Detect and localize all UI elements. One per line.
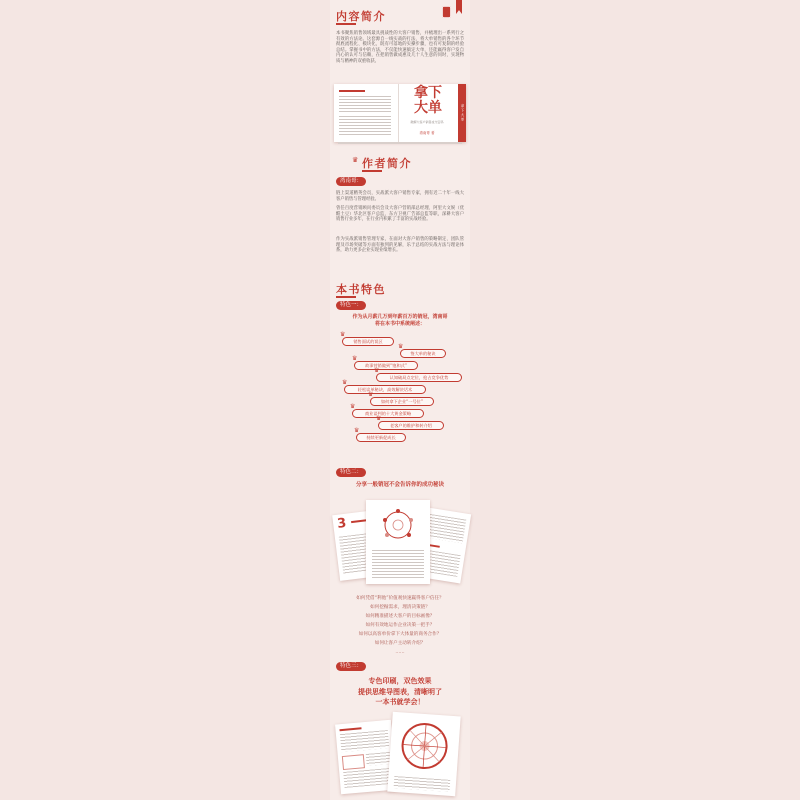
feature1-intro-line1: 作为从月薪几万到年薪百万的销冠，湾南哥 xyxy=(352,314,448,320)
feature3-line: 提供思维导图表，清晰明了 xyxy=(358,687,442,696)
feature-item xyxy=(354,427,406,442)
title-underline xyxy=(336,23,356,25)
question-line: 如何精准描述大客户的目标画像？ xyxy=(365,614,435,619)
feature-item xyxy=(368,391,434,406)
author-paragraph: 链上渠道精英会员，实战派大客户销售专家，拥有近二十年一线大客户销售与管理经验。 xyxy=(336,191,464,202)
crown-icon: ♛ xyxy=(350,403,356,410)
cover-subtitle: 破解大客户销售成交密码 xyxy=(410,120,444,124)
spread-heading-placeholder xyxy=(339,90,365,92)
text-lines-placeholder xyxy=(394,776,451,792)
book-page-preview xyxy=(387,712,460,797)
feature1-badge: 特色一： xyxy=(336,301,366,310)
feature3-line: 专色印刷，双色效果 xyxy=(368,677,432,685)
feature-item xyxy=(342,379,426,394)
book-spread-image xyxy=(334,84,466,142)
crown-icon: ♛ xyxy=(340,331,346,338)
crown-icon: ♛ xyxy=(368,391,374,398)
author-paragraph: 曾任百度营销顾问委员会及大客户营销部总经理、阿里大文娱（优酷土豆）华北区客户总监、东方卫视广告部总监等职，深耕大客户销售行业多年，在行业内积累了丰富的实战经验。 xyxy=(336,206,464,222)
question-line: 如何有效地运作企业决策一把手？ xyxy=(365,623,435,628)
feature-item-label: 故事营销做到“饱和式” xyxy=(364,363,408,368)
mini-chart-placeholder xyxy=(342,754,365,770)
detail-column xyxy=(330,0,470,800)
feature-item-label: 认知破局点定位，抢占竞争优势 xyxy=(389,375,449,380)
question-line: 如何让客户主动转介绍？ xyxy=(374,641,426,646)
cover-author: 湾南哥 著 xyxy=(419,131,435,135)
ribbon-icon xyxy=(456,0,462,14)
section-title-author-intro: 作者简介 xyxy=(362,157,412,170)
crown-icon: ♛ xyxy=(352,355,358,362)
feature-item xyxy=(398,343,446,358)
feature-item-label: 轻松谈单秘诀，高效解决话术 xyxy=(357,387,413,392)
feature-item-label: 持续更新促成长 xyxy=(366,435,396,440)
cover-title-bottom: 大单 xyxy=(414,100,442,116)
feature-item-label: 销售面试的误区 xyxy=(353,339,383,344)
feature3-badge: 特色三： xyxy=(336,662,366,671)
feature-item xyxy=(376,415,444,430)
feature-item xyxy=(352,355,418,370)
title-underline xyxy=(336,296,356,298)
crown-icon: ♛ xyxy=(342,379,348,386)
seal-icon xyxy=(442,6,451,18)
question-line: …… xyxy=(395,650,405,655)
feature-item xyxy=(340,331,394,346)
questions-list xyxy=(330,594,470,657)
title-underline xyxy=(362,170,382,172)
feature-item xyxy=(350,403,424,418)
author-paragraph: 作为实战派销售管理专家，在面对大客户销售的策略制定、团队管理及市场突破等方面有独到的见解，乐于总结的实战方法与理论体系，助力更多企业实现业绩增长。 xyxy=(336,237,464,253)
cover-title-top: 拿下 xyxy=(414,85,442,101)
text-lines-placeholder xyxy=(340,730,389,752)
feature-item-label: 商业谈判的十大黄金策略 xyxy=(364,411,412,416)
feature-item-label: 如何拿下企业“一号位” xyxy=(380,399,424,404)
feature-item-label: 老客户的维护和转介绍 xyxy=(390,423,432,428)
feature3-text xyxy=(330,676,470,708)
cover-title xyxy=(402,86,454,116)
author-name-badge: 湾南哥： xyxy=(336,177,366,186)
crown-icon: ♛ xyxy=(376,415,382,422)
text-lines-placeholder xyxy=(339,116,391,136)
text-lines-placeholder xyxy=(366,752,391,766)
crown-icon: ♛ xyxy=(398,343,404,350)
feature1-intro-line2: 将在本书中系统阐述： xyxy=(374,320,425,327)
crown-icon: ♛ xyxy=(374,367,380,374)
chapter-numeral: 3 xyxy=(336,515,348,532)
question-line: 如何以高客单价拿下大体量的商务合作？ xyxy=(358,632,442,637)
question-line: 如何挖掘需求，理清决策链？ xyxy=(370,605,430,610)
feature1-intro xyxy=(336,314,464,327)
content-intro-text: 本书聚焦销售领域最具挑战性的大客户销售，并梳理出一系列行之有效的方法论。这套源自一线实战的打法，将大单销售的各个环节彻底流程化、模块化，既有可落地的实操步骤，也有可复制的经验总结。掌握书中的方法，不仅能快速搞定大单，还能赢得客户发自内心的认可与信赖，在把销售做成惠及几十人生意的同时，实现物质与精神的双重收获。 xyxy=(336,31,464,64)
feature2-intro: 分享一般销冠不会告诉你的成功秘诀 xyxy=(355,482,444,488)
text-lines-placeholder xyxy=(372,550,424,578)
donut-diagram xyxy=(389,715,461,778)
feature3-line: 一本书就学会！ xyxy=(375,698,425,706)
feature-item-label: 签大单的秘诀 xyxy=(410,351,436,356)
section-title-content-intro: 内容简介 xyxy=(336,10,386,23)
book-spine xyxy=(458,84,466,142)
text-lines-placeholder xyxy=(343,768,392,788)
text-lines-placeholder xyxy=(339,96,391,112)
book-page-preview xyxy=(366,500,430,584)
spine-text: 拿下大单 xyxy=(461,104,465,122)
crown-icon: ♛ xyxy=(352,156,359,164)
question-line: 如何凭借“利他”价值观快速赢得客户信任？ xyxy=(356,596,444,601)
book-pages-edge xyxy=(338,142,462,144)
circle-diagram xyxy=(366,504,430,546)
section-title-features: 本书特色 xyxy=(336,283,386,296)
feature2-badge: 特色二： xyxy=(336,468,366,477)
heading-placeholder xyxy=(339,727,361,730)
crown-icon: ♛ xyxy=(354,427,360,434)
feature-item xyxy=(374,367,462,382)
